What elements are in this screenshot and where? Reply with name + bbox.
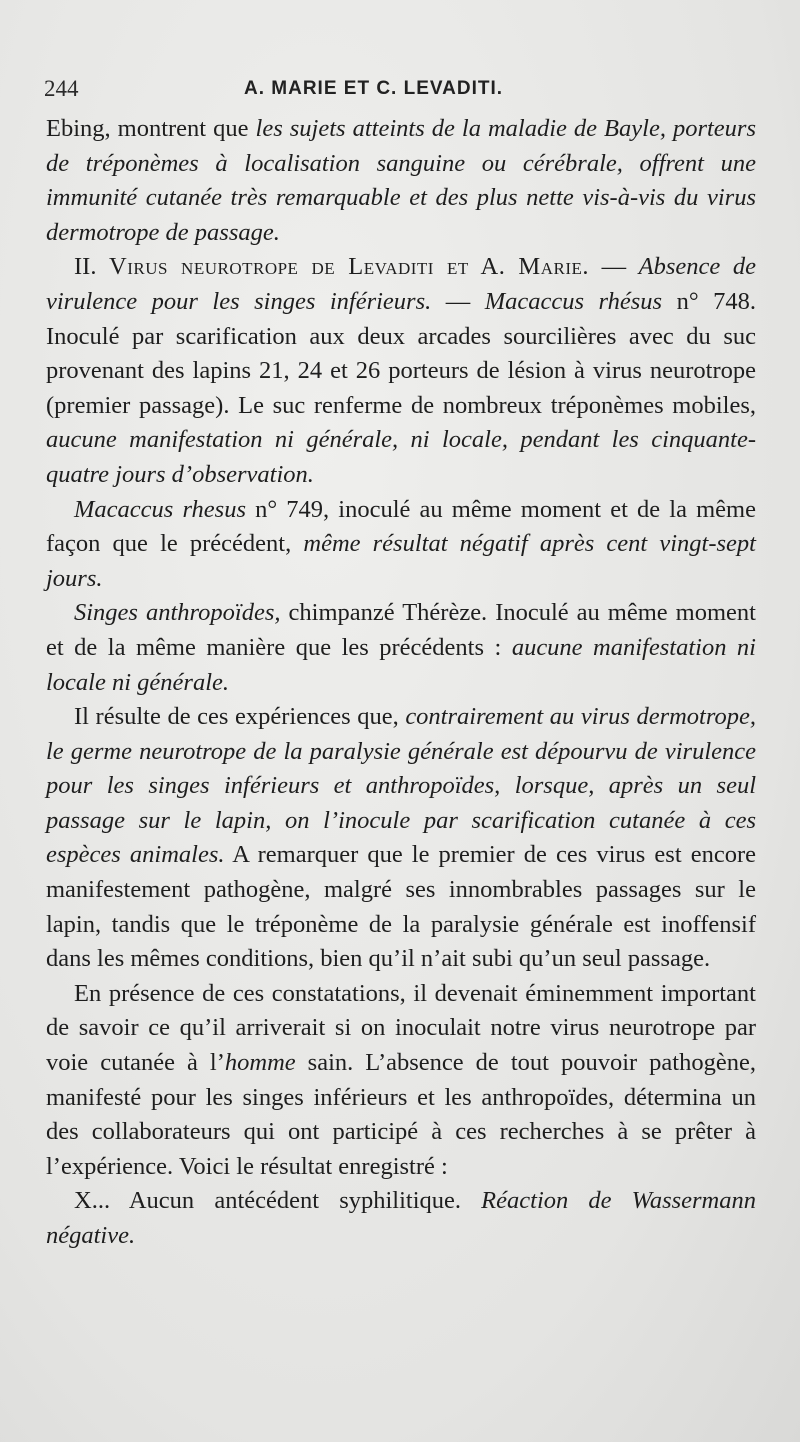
italic-run: Macaccus rhésus — [484, 287, 663, 315]
italic-run: aucune manifestation ni générale, ni locale, pendant les cinquante-quatre jours d’observation. — [46, 426, 756, 488]
text-run: Il résulte de ces expériences que, — [74, 703, 406, 731]
italic-run: Réaction de Wassermann négative. — [46, 1187, 756, 1249]
running-head: A. MARIE ET C. LEVADITI. — [244, 78, 504, 99]
text-run: En présence de ces constatations, il devenait éminemment important de savoir ce qu’il arriverait si on inoculait notre virus neurotrope par voie cutanée à l’ — [46, 979, 756, 1077]
italic-run: contrairement au virus dermotrope, le germe neurotrope de la paralysie générale est dépourvu de virulence pour les singes inférieurs et anthropoïdes, lorsque, après un seul passage sur le lapin, on l’inocule par scarification cutanée à ces espèces animales. — [46, 703, 756, 869]
italic-run: même résultat négatif après cent vingt-sept jours. — [46, 530, 756, 592]
text-run: X... Aucun antécédent syphilitique. — [74, 1187, 482, 1215]
text-run: sain. L’absence de tout pouvoir pathogène, manifesté pour les singes inférieurs et les anthropoïdes, détermina un des collaborateurs qui ont participé à ces recherches à se prêter à l’expérience. Voici le résultat enregistré : — [46, 1049, 756, 1180]
italic-run: Singes anthropoïdes, — [74, 599, 281, 627]
italic-run: les sujets atteints de la maladie de Bayle, porteurs de tréponèmes à localisation sanguine ou cérébrale, offrent une immunité cutanée très remarquable et des plus nette vis-à-vis du virus dermotrope de passage. — [46, 115, 756, 246]
page-number: 244 — [44, 76, 79, 101]
paragraph-5 — [46, 700, 756, 977]
italic-run: Absence de virulence pour les singes inférieurs. — [46, 253, 757, 315]
italic-run: Macaccus rhesus — [74, 495, 246, 523]
section-number: II. — [74, 253, 110, 281]
paragraph-3 — [46, 493, 756, 597]
paragraph-7 — [46, 1184, 756, 1253]
italic-run: aucune manifestation ni locale ni générale. — [46, 633, 756, 696]
body-text — [46, 112, 756, 1254]
text-run: n° 749, inoculé au même moment et de la même façon que le précédent, — [46, 495, 756, 558]
paragraph-1 — [46, 112, 756, 250]
text-run: A remarquer que le premier de ces virus est encore manifestement pathogène, malgré ses innombrables passages sur le lapin, tandis que le tréponème de la paralysie générale est inoffensif dans les mêmes conditions, bien qu’il n’ait subi qu’un seul passage. — [46, 841, 756, 973]
text-run: Ebing, montrent que — [46, 115, 256, 142]
paragraph-2 — [46, 250, 756, 492]
page-header — [44, 72, 754, 108]
text-run: — — [431, 287, 485, 315]
italic-run: homme — [224, 1049, 296, 1077]
paragraph-4 — [46, 596, 756, 700]
text-run: n° 748. Inoculé par scarification aux deux arcades sourcilières avec du suc provenant des lapins 21, 24 et 26 porteurs de lésion à virus neurotrope (premier passage). Le suc renferme de nombreux tréponèmes mobiles, — [46, 287, 756, 419]
text-run: chimpanzé Thérèze. Inoculé au même moment et de la même manière que les précédents : — [46, 599, 756, 661]
section-heading: Virus neurotrope de Levaditi et A. Marie. — [109, 253, 589, 281]
paragraph-6 — [46, 977, 756, 1185]
text-run: — — [589, 253, 639, 281]
